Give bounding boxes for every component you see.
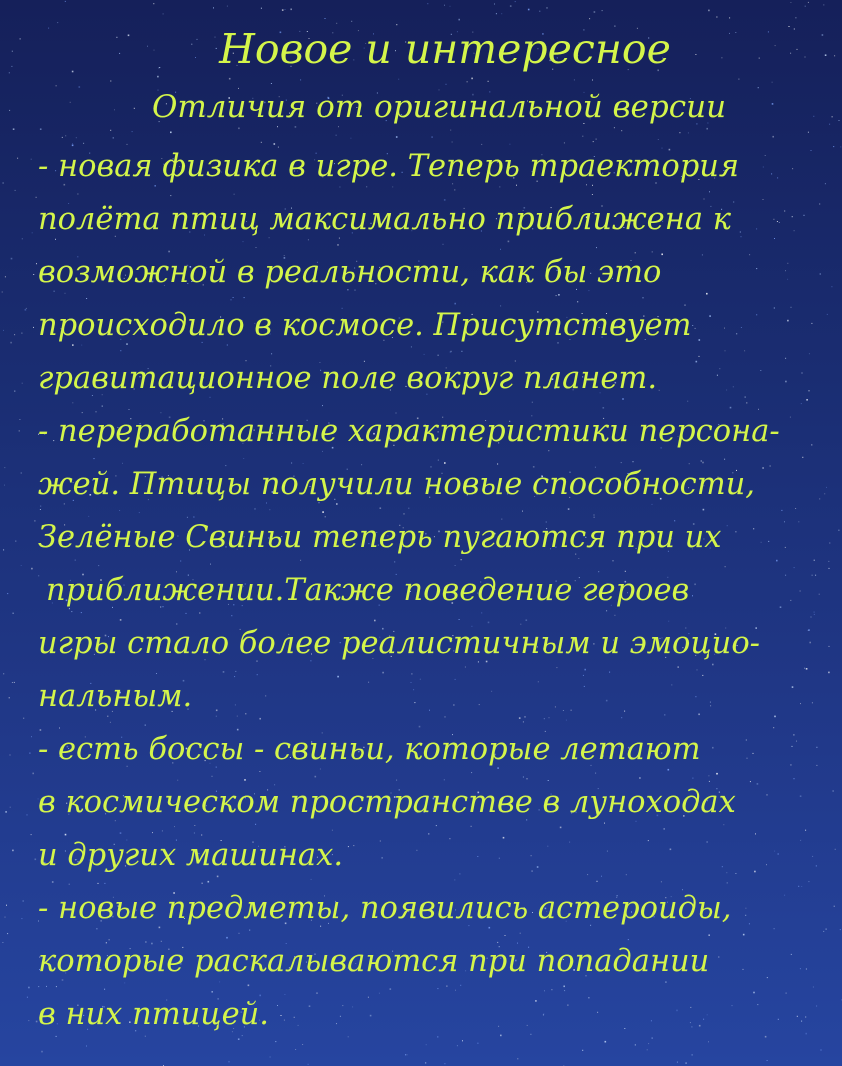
page-subtitle: Отличия от оригинальной версии [151, 89, 727, 125]
text-line: - есть боссы - свиньи, которые летают [38, 732, 701, 767]
text-line: происходило в космосе. Присутствует [38, 308, 692, 343]
text-line: нальным. [38, 679, 193, 714]
text-line: жей. Птицы получили новые способности, [38, 467, 755, 502]
text-line: Зелёные Свиньи теперь пугаются при их [38, 520, 722, 555]
text-line: - новые предметы, появились астероиды, [38, 891, 732, 926]
text-line: - новая физика в игре. Теперь траектория [38, 149, 740, 184]
text-line: и других машинах. [38, 838, 344, 873]
text-line: - переработанные характеристики персона- [38, 414, 780, 449]
page-title: Новое и интересное [219, 25, 671, 73]
text-line: в них птицей. [38, 997, 269, 1032]
text-line: которые раскалываются при попадании [38, 944, 710, 979]
text-line: в космическом пространстве в луноходах [38, 785, 736, 820]
text-line: игры стало более реалистичным и эмоцио- [38, 626, 760, 661]
text-line: гравитационное поле вокруг планет. [38, 361, 658, 396]
text-line: полёта птиц максимально приближена к [38, 202, 731, 237]
text-line: возможной в реальности, как бы это [38, 255, 662, 290]
text-line: приближении.Также поведение героев [46, 573, 690, 608]
article-body [38, 140, 838, 1041]
